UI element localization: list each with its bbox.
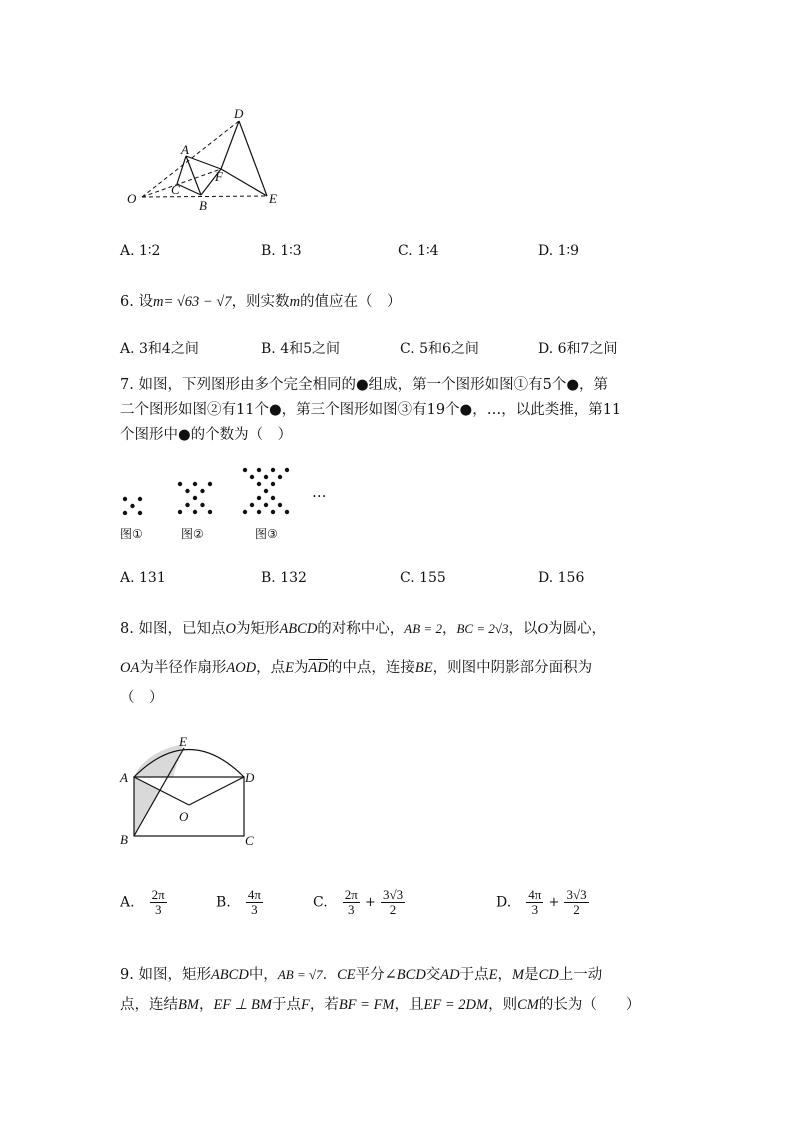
q7-line1: 7. 如图，下列图形由多个完全相同的●组成，第一个图形如图①有5个●，第 bbox=[120, 377, 608, 393]
q5-option-c: C. 1∶4 bbox=[398, 243, 439, 259]
q7-option-d: D. 156 bbox=[538, 570, 585, 586]
dot-figure-3 bbox=[243, 468, 289, 514]
q6-option-b: B. 4和5之间 bbox=[261, 341, 341, 357]
q7-ellipsis: … bbox=[312, 485, 327, 501]
q8-label-D: D bbox=[245, 770, 255, 785]
label-O: O bbox=[127, 191, 137, 206]
q6-question: 6. 设m= √63 − √7，则实数m的值应在（ ） bbox=[120, 294, 402, 310]
q8-line1: 8. 如图，已知点O为矩形ABCD的对称中心，AB = 2，BC = 2√3，以O为圆心， bbox=[120, 621, 606, 637]
label-F: F bbox=[215, 169, 223, 184]
dot-figure-2 bbox=[178, 482, 212, 514]
shaded-region-top bbox=[134, 744, 183, 777]
q7-line3: 个图形中●的个数为（ ） bbox=[120, 427, 293, 443]
q9-line2: 点，连结BM，EF ⊥ BM于点F，若BF = FM，且EF = 2DM，则CM的长为（ ） bbox=[120, 997, 641, 1013]
dot-figure-1 bbox=[123, 497, 142, 515]
q5-option-b: B. 1∶3 bbox=[261, 243, 302, 259]
q8-label-C: C bbox=[245, 833, 254, 848]
q8-label-B: B bbox=[120, 832, 128, 847]
q8-option-d: D. $\frac{4\pi}{3}$ + $\frac{3√3}{2}$ bbox=[496, 887, 587, 917]
label-C: C bbox=[171, 182, 180, 197]
q6-option-d: D. 6和7之间 bbox=[538, 341, 618, 357]
q5-option-d: D. 1∶9 bbox=[538, 243, 580, 259]
q8-line3: （ ） bbox=[120, 690, 164, 706]
q7-fig2-label: 图② bbox=[181, 527, 204, 541]
q8-label-E: E bbox=[179, 734, 187, 749]
q8-option-c: C. $\frac{2\pi}{3}$ + $\frac{3√3}{2}$ bbox=[313, 887, 404, 917]
label-B: B bbox=[199, 198, 207, 212]
q7-option-a: A. 131 bbox=[120, 570, 166, 586]
q7-fig3-label: 图③ bbox=[255, 527, 278, 541]
q8-figure bbox=[115, 732, 265, 854]
q8-option-b: B. $\frac{4\pi}{3}$ bbox=[216, 887, 261, 917]
q7-option-b: B. 132 bbox=[261, 570, 307, 586]
q6-option-a: A. 3和4之间 bbox=[120, 341, 199, 357]
q8-label-O: O bbox=[179, 809, 189, 824]
q7-line2: 二个图形如图②有11个●，第三个图形如图③有19个●，…，以此类推，第11 bbox=[120, 402, 622, 418]
label-A: A bbox=[181, 142, 189, 157]
q5-figure bbox=[118, 100, 298, 212]
q7-fig1-label: 图① bbox=[120, 527, 143, 541]
q9-line1: 9. 如图，矩形ABCD中，AB = √7．CE平分∠BCD交AD于点E，M是CD上一动 bbox=[120, 967, 603, 983]
q7-option-c: C. 155 bbox=[400, 570, 446, 586]
q7-dot-figures bbox=[115, 460, 345, 520]
shaded-region-left bbox=[134, 777, 161, 836]
q5-option-a: A. 1∶2 bbox=[120, 243, 161, 259]
label-D: D bbox=[234, 106, 244, 121]
label-E: E bbox=[269, 191, 277, 206]
q8-label-A: A bbox=[120, 770, 128, 785]
q6-option-c: C. 5和6之间 bbox=[400, 341, 479, 357]
q8-line2: OA为半径作扇形AOD，点E为$\overline{AD}$的中点，连接BE，则图中阴影部分面积为 bbox=[120, 660, 593, 676]
q8-option-a: A. $\frac{2\pi}{3}$ bbox=[120, 887, 165, 917]
